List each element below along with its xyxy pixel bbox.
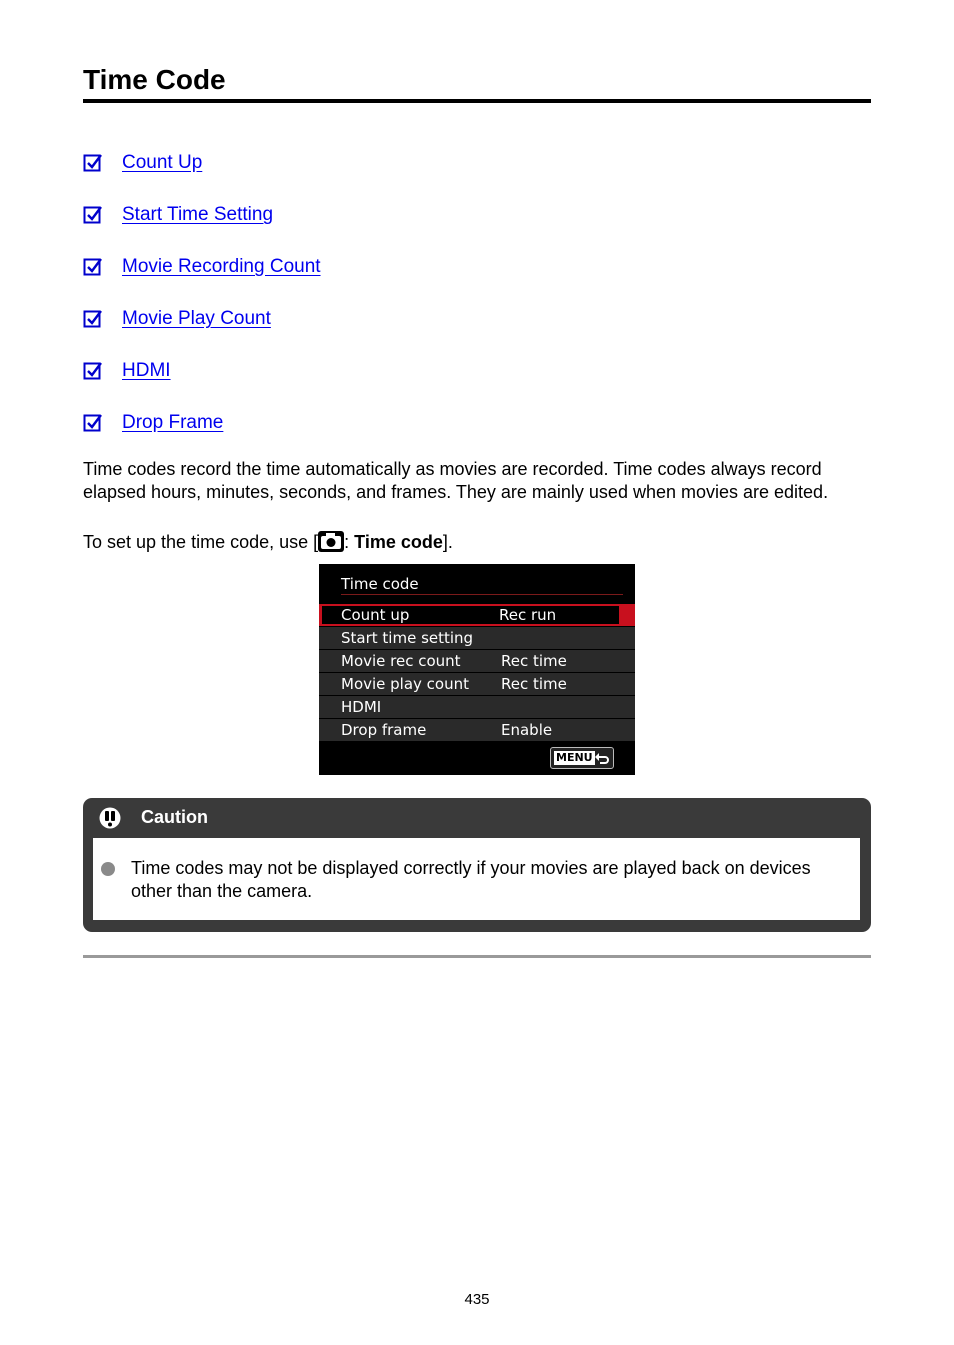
screen-title: Time code: [341, 575, 419, 593]
checkbox-icon: [83, 361, 103, 381]
screen-row-value: Rec time: [501, 675, 567, 693]
setup-menu-item: Time code: [354, 532, 443, 552]
toc-list: [83, 150, 321, 462]
screen-row-label: Movie rec count: [341, 652, 461, 670]
toc-item: [83, 150, 321, 202]
toc-item: [83, 358, 321, 410]
checkbox-icon: [83, 309, 103, 329]
title-rule: [83, 99, 871, 103]
setup-colon: :: [344, 532, 355, 552]
menu-back-button: [550, 747, 614, 769]
screen-row-value: Enable: [501, 721, 553, 739]
screen-title-rule: [341, 594, 623, 595]
checkbox-icon: [83, 413, 103, 433]
screen-menu-list: [319, 604, 635, 742]
toc-item: [83, 410, 321, 462]
page-number: 435: [464, 1291, 490, 1308]
checkbox-icon: [83, 257, 103, 277]
setup-suffix: ].: [442, 532, 453, 552]
page-title: Time Code: [83, 64, 226, 95]
screen-row-label: Movie play count: [341, 675, 470, 693]
caution-item: Time codes may not be displayed correctly if your movies are played back on devices other than the camera.: [131, 858, 811, 901]
screen-row-value: Rec time: [501, 652, 567, 670]
screen-row-label: Start time setting: [341, 629, 474, 647]
screen-menu-row: [319, 604, 635, 626]
screen-row-label: Count up: [341, 606, 410, 624]
bullet-icon: [101, 862, 115, 876]
screen-menu-row: [319, 627, 635, 649]
toc-link-movie-recording-count[interactable]: Movie Recording Count: [122, 256, 321, 277]
caution-body: [93, 838, 860, 920]
toc-link-hdmi[interactable]: HDMI: [122, 360, 171, 381]
screen-row-label: HDMI: [341, 698, 382, 716]
toc-item: [83, 202, 321, 254]
toc-link-start-time-setting[interactable]: Start Time Setting: [122, 204, 274, 225]
toc-item: [83, 254, 321, 306]
caution-title: Caution: [141, 807, 208, 827]
checkbox-icon: [83, 205, 103, 225]
screen-row-label: Drop frame: [341, 721, 427, 739]
intro-paragraph: Time codes record the time automatically as movies are recorded. Time codes always record elapsed hours, minutes, seconds, and frames. They are mainly used when movies are edited.: [83, 459, 829, 502]
caution-header: [83, 798, 871, 838]
toc-link-movie-play-count[interactable]: Movie Play Count: [122, 308, 271, 329]
toc-item: [83, 306, 321, 358]
bottom-rule: [83, 955, 871, 958]
setup-instruction: [83, 531, 873, 554]
return-arrow-icon: [594, 751, 610, 765]
screen-menu-row: [319, 650, 635, 672]
toc-link-drop-frame[interactable]: Drop Frame: [122, 412, 224, 433]
checkbox-icon: [83, 153, 103, 173]
warning-icon: [99, 807, 121, 829]
toc-link-count-up[interactable]: Count Up: [122, 152, 203, 173]
setup-prefix: To set up the time code, use [: [83, 532, 319, 552]
screen-menu-row: [319, 696, 635, 718]
menu-label: MENU: [556, 751, 593, 764]
screen-menu-row: [319, 673, 635, 695]
screen-menu-row: [319, 719, 635, 741]
camera-icon: [318, 531, 344, 552]
caution-box: [83, 798, 871, 932]
screen-row-value: Rec run: [499, 606, 557, 624]
camera-menu-screenshot: [319, 564, 635, 775]
